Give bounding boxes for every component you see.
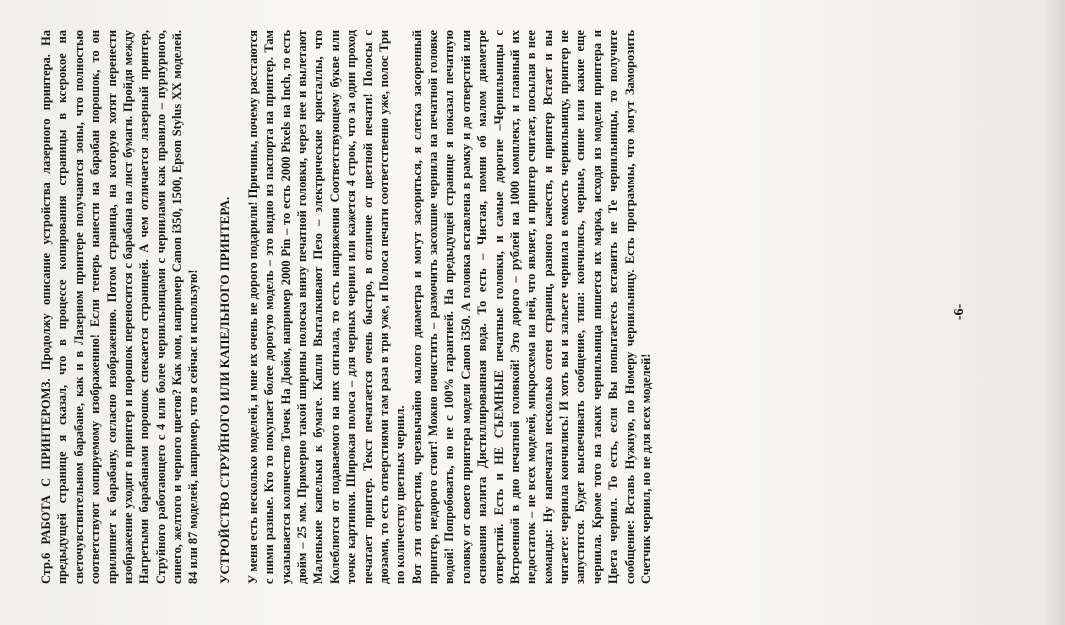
intro-paragraph: Стр.6 РАБОТА С ПРИНТЕРОМ3. Продолжу описание устройства лазерного принтера. На предыдущей странице я сказал, что в процессе копирования страницы в ксерокое на светочувствительном барабане, как и в Лазерном принтере получаются зоны, что полностью соответствуют копируемому изображению! Если теперь нанести на барабан порошок, то он прилипнет к барабану, согласно изображению. Потом страница, на которую хотят перенести изображение уходит в принтер и порошок переносится с барабана на лист бумаги. Пройдя между Нагретыми барабанами порошок спекается страницей. А чем отличается лазерный принтер, Струйного работающего с 4 или более чернильницами с чернилами как правило – пурпурного, синего, желтого и черного цветов? Как мои, например Canon i350, 1500, Epson Stylus XX моделей. 84 или 87 моделей, например, что я сейчас и использую! xyxy=(39,30,201,584)
scan-edge-shadow xyxy=(1043,0,1065,625)
body-paragraph-2: Вот эти отверстия, чрезвычайно малого диаметра и могут засориться, я слегка засоренный принтер, недорого стоит! Можно почистить – размочить засохшие чернила на печатной головке водой! Попробовать, но не с 100% гарантией. На предыдущей странице я показал печатную головку от своего принтера модели Canon i350. А головка вставлена в рамку и до отверстий или основания налита Дистиллированная вода. То есть – Чистая, помни об малом диаметре отверстий. Есть и НЕ СЪЕМНЫЕ печатные головки, и самые дорогие –Чернильницы с Встроенной в дно печатной головкой! Это дорого – рублей на 1000 комплект, и главный их недостаток – не всех моделей, микросхема на ней, что являет, и принтер считает, посылая в нее команды: Ну напечатал несколько сотен страниц, разного качеств, и принтер Встает и вы читаете: чернила кончились! И хоть вы и зальете чернила в емкость чернильницу, принтер не запустится. Будет высвечивать сообщение, типа: кончились, черные, синие или какие еще чернила. Кроме того на таких чернильница пишется их марка, исходя из модели принтера и Цвета чернил. То есть, если Вы попытаетесь вставить не Те чернильницы, то получите сообщение: Вставь Нужную, по Номеру чернильницу. Есть программы, что могут Заморозить Счетчик чернил, но не для всех моделей! xyxy=(409,30,653,584)
rotated-document-page xyxy=(22,12,1042,612)
page-text-block xyxy=(38,30,654,584)
body-paragraph-1: У меня есть несколько моделей, и мне их очень не дорого подарили! Причины, почему расстаются с ними разные. Кто то покупает более дорогую модель – это видно из паспорта на принтер. Там указывается количество Точек На Дюйм, например 2000 Pin – то есть 2000 Pixels на Inch, то есть дюйм – 25 мм. Примерно такой ширины полоска внизу печатной головки, через нее и вылетают Маленькие капельки к бумаге. Капли Выталкивают Пезо – электрические кристаллы, что Колеблются от подаваемого на них сигнала, то есть напряжения Соответствующему букве или точке картинки. Широкая полоса – для черных чернил или кажется 4 строк, что за один проход печатает принтер. Текст печатается очень быстро, в отличие от цветной печати! Полосы с дюзами, то есть отверстиями там раза в три уже, и Полоса печати соответственно уже, полос Три по количеству цветных чернил. xyxy=(245,30,408,584)
page-number: -6- xyxy=(952,303,967,321)
section-heading: УСТРОЙСТВО СТРУЙНОГО ИЛИ КАПЕЛЬНОГО ПРИНТЕРА. xyxy=(216,196,232,584)
